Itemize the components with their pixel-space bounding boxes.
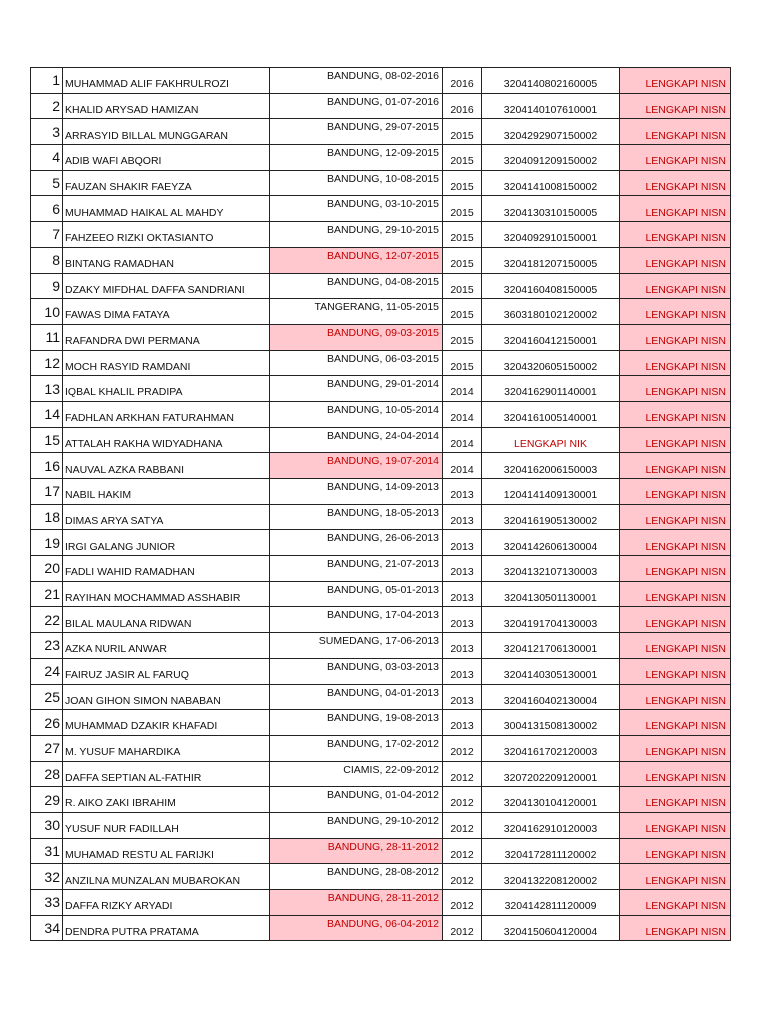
row-number-cell[interactable]: 2 bbox=[31, 93, 63, 119]
nisn-status-cell[interactable]: LENGKAPI NISN bbox=[620, 838, 731, 864]
row-number-cell[interactable]: 29 bbox=[31, 787, 63, 813]
birth-place-date-cell[interactable]: BANDUNG, 18-05-2013 bbox=[270, 504, 443, 530]
nisn-status-cell[interactable]: LENGKAPI NISN bbox=[620, 324, 731, 350]
nik-cell[interactable]: 3204162910120003 bbox=[482, 812, 620, 838]
birth-place-date-cell[interactable]: BANDUNG, 04-01-2013 bbox=[270, 684, 443, 710]
nisn-status-cell[interactable]: LENGKAPI NISN bbox=[620, 247, 731, 273]
student-name-cell[interactable]: BINTANG RAMADHAN bbox=[63, 247, 270, 273]
birth-year-cell[interactable]: 2012 bbox=[443, 838, 482, 864]
birth-year-cell[interactable]: 2014 bbox=[443, 376, 482, 402]
row-number-cell[interactable]: 15 bbox=[31, 427, 63, 453]
nisn-status-cell[interactable]: LENGKAPI NISN bbox=[620, 479, 731, 505]
nik-cell[interactable]: 3204132107130003 bbox=[482, 556, 620, 582]
nisn-status-cell[interactable]: LENGKAPI NISN bbox=[620, 556, 731, 582]
table-row bbox=[31, 93, 731, 119]
birth-place-date-cell[interactable]: BANDUNG, 06-03-2015 bbox=[270, 350, 443, 376]
row-number-cell[interactable]: 34 bbox=[31, 915, 63, 941]
student-name-cell[interactable]: FADLI WAHID RAMADHAN bbox=[63, 556, 270, 582]
birth-year-cell[interactable]: 2015 bbox=[443, 299, 482, 325]
nisn-status-cell[interactable]: LENGKAPI NISN bbox=[620, 273, 731, 299]
table-row bbox=[31, 581, 731, 607]
nisn-status-cell[interactable]: LENGKAPI NISN bbox=[620, 196, 731, 222]
birth-place-date-cell[interactable]: BANDUNG, 29-07-2015 bbox=[270, 119, 443, 145]
nisn-status-cell[interactable]: LENGKAPI NISN bbox=[620, 427, 731, 453]
birth-year-cell[interactable]: 2014 bbox=[443, 401, 482, 427]
table-row bbox=[31, 453, 731, 479]
nik-cell[interactable]: 3204160412150001 bbox=[482, 324, 620, 350]
table-row bbox=[31, 222, 731, 248]
nisn-status-cell[interactable]: LENGKAPI NISN bbox=[620, 376, 731, 402]
birth-place-date-cell[interactable]: BANDUNG, 14-09-2013 bbox=[270, 479, 443, 505]
nik-cell[interactable]: 3204161905130002 bbox=[482, 504, 620, 530]
birth-year-cell[interactable]: 2015 bbox=[443, 170, 482, 196]
nisn-status-cell[interactable]: LENGKAPI NISN bbox=[620, 787, 731, 813]
nik-cell[interactable]: 3204140107610001 bbox=[482, 93, 620, 119]
table-row bbox=[31, 761, 731, 787]
table-row bbox=[31, 119, 731, 145]
table-row bbox=[31, 376, 731, 402]
row-number-cell[interactable]: 27 bbox=[31, 735, 63, 761]
row-number-cell[interactable]: 14 bbox=[31, 401, 63, 427]
row-number-cell[interactable]: 10 bbox=[31, 299, 63, 325]
nik-cell[interactable]: 3204161005140001 bbox=[482, 401, 620, 427]
nik-cell[interactable]: 3204140802160005 bbox=[482, 68, 620, 94]
row-number-cell[interactable]: 23 bbox=[31, 633, 63, 659]
nik-cell[interactable]: 3204162901140001 bbox=[482, 376, 620, 402]
nik-cell[interactable]: 3204161702120003 bbox=[482, 735, 620, 761]
birth-year-cell[interactable]: 2015 bbox=[443, 273, 482, 299]
nisn-status-cell[interactable]: LENGKAPI NISN bbox=[620, 504, 731, 530]
birth-place-date-cell[interactable]: BANDUNG, 19-07-2014 bbox=[270, 453, 443, 479]
student-name-cell[interactable]: R. AIKO ZAKI IBRAHIM bbox=[63, 787, 270, 813]
birth-year-cell[interactable]: 2015 bbox=[443, 222, 482, 248]
nisn-status-cell[interactable]: LENGKAPI NISN bbox=[620, 761, 731, 787]
birth-year-cell[interactable]: 2012 bbox=[443, 890, 482, 916]
birth-year-cell[interactable]: 2013 bbox=[443, 581, 482, 607]
student-name-cell[interactable]: MUHAMMAD DZAKIR KHAFADI bbox=[63, 710, 270, 736]
student-name-cell[interactable]: MOCH RASYID RAMDANI bbox=[63, 350, 270, 376]
table-row bbox=[31, 787, 731, 813]
birth-year-cell[interactable]: 2013 bbox=[443, 530, 482, 556]
student-name-cell[interactable]: RAYIHAN MOCHAMMAD ASSHABIR bbox=[63, 581, 270, 607]
row-number-cell[interactable]: 26 bbox=[31, 710, 63, 736]
nisn-status-cell[interactable]: LENGKAPI NISN bbox=[620, 68, 731, 94]
nik-cell[interactable]: 1204141409130001 bbox=[482, 479, 620, 505]
row-number-cell[interactable]: 5 bbox=[31, 170, 63, 196]
nik-cell[interactable]: 3204172811120002 bbox=[482, 838, 620, 864]
birth-place-date-cell[interactable]: BANDUNG, 05-01-2013 bbox=[270, 581, 443, 607]
student-name-cell[interactable]: ATTALAH RAKHA WIDYADHANA bbox=[63, 427, 270, 453]
student-name-cell[interactable]: NABIL HAKIM bbox=[63, 479, 270, 505]
birth-year-cell[interactable]: 2013 bbox=[443, 710, 482, 736]
nisn-status-cell[interactable]: LENGKAPI NISN bbox=[620, 119, 731, 145]
student-name-cell[interactable]: RAFANDRA DWI PERMANA bbox=[63, 324, 270, 350]
birth-year-cell[interactable]: 2015 bbox=[443, 119, 482, 145]
birth-year-cell[interactable]: 2012 bbox=[443, 787, 482, 813]
row-number-cell[interactable]: 21 bbox=[31, 581, 63, 607]
birth-place-date-cell[interactable]: BANDUNG, 28-11-2012 bbox=[270, 838, 443, 864]
table-row bbox=[31, 735, 731, 761]
student-name-cell[interactable]: KHALID ARYSAD HAMIZAN bbox=[63, 93, 270, 119]
row-number-cell[interactable]: 20 bbox=[31, 556, 63, 582]
birth-year-cell[interactable]: 2013 bbox=[443, 633, 482, 659]
student-name-cell[interactable]: IQBAL KHALIL PRADIPA bbox=[63, 376, 270, 402]
student-name-cell[interactable]: FAIRUZ JASIR AL FARUQ bbox=[63, 658, 270, 684]
table-row bbox=[31, 633, 731, 659]
birth-place-date-cell[interactable]: BANDUNG, 03-03-2013 bbox=[270, 658, 443, 684]
birth-year-cell[interactable]: 2015 bbox=[443, 350, 482, 376]
birth-place-date-cell[interactable]: BANDUNG, 24-04-2014 bbox=[270, 427, 443, 453]
nisn-status-cell[interactable]: LENGKAPI NISN bbox=[620, 581, 731, 607]
nik-cell[interactable]: LENGKAPI NIK bbox=[482, 427, 620, 453]
nik-cell[interactable]: 3204091209150002 bbox=[482, 145, 620, 171]
table-row bbox=[31, 170, 731, 196]
row-number-cell[interactable]: 33 bbox=[31, 890, 63, 916]
birth-place-date-cell[interactable]: BANDUNG, 08-02-2016 bbox=[270, 68, 443, 94]
student-name-cell[interactable]: BILAL MAULANA RIDWAN bbox=[63, 607, 270, 633]
table-row bbox=[31, 864, 731, 890]
birth-year-cell[interactable]: 2015 bbox=[443, 324, 482, 350]
row-number-cell[interactable]: 6 bbox=[31, 196, 63, 222]
table-row bbox=[31, 915, 731, 941]
nisn-status-cell[interactable]: LENGKAPI NISN bbox=[620, 710, 731, 736]
student-name-cell[interactable]: MUHAMMAD ALIF FAKHRULROZI bbox=[63, 68, 270, 94]
student-name-cell[interactable]: DIMAS ARYA SATYA bbox=[63, 504, 270, 530]
row-number-cell[interactable]: 25 bbox=[31, 684, 63, 710]
nik-cell[interactable]: 3204121706130001 bbox=[482, 633, 620, 659]
birth-place-date-cell[interactable]: BANDUNG, 29-01-2014 bbox=[270, 376, 443, 402]
student-name-cell[interactable]: YUSUF NUR FADILLAH bbox=[63, 812, 270, 838]
row-number-cell[interactable]: 22 bbox=[31, 607, 63, 633]
birth-place-date-cell[interactable]: BANDUNG, 03-10-2015 bbox=[270, 196, 443, 222]
nik-cell[interactable]: 3204141008150002 bbox=[482, 170, 620, 196]
table-row bbox=[31, 504, 731, 530]
birth-year-cell[interactable]: 2016 bbox=[443, 68, 482, 94]
student-name-cell[interactable]: FAUZAN SHAKIR FAEYZA bbox=[63, 170, 270, 196]
table-row bbox=[31, 890, 731, 916]
birth-place-date-cell[interactable]: BANDUNG, 10-05-2014 bbox=[270, 401, 443, 427]
birth-year-cell[interactable]: 2015 bbox=[443, 196, 482, 222]
nik-cell[interactable]: 3204160402130004 bbox=[482, 684, 620, 710]
nik-cell[interactable]: 3204150604120004 bbox=[482, 915, 620, 941]
birth-place-date-cell[interactable]: CIAMIS, 22-09-2012 bbox=[270, 761, 443, 787]
birth-place-date-cell[interactable]: BANDUNG, 28-08-2012 bbox=[270, 864, 443, 890]
row-number-cell[interactable]: 18 bbox=[31, 504, 63, 530]
nisn-status-cell[interactable]: LENGKAPI NISN bbox=[620, 350, 731, 376]
student-name-cell[interactable]: MUHAMMAD HAIKAL AL MAHDY bbox=[63, 196, 270, 222]
birth-year-cell[interactable]: 2013 bbox=[443, 607, 482, 633]
birth-place-date-cell[interactable]: BANDUNG, 06-04-2012 bbox=[270, 915, 443, 941]
birth-place-date-cell[interactable]: BANDUNG, 10-08-2015 bbox=[270, 170, 443, 196]
student-name-cell[interactable]: FAHZEEO RIZKI OKTASIANTO bbox=[63, 222, 270, 248]
student-name-cell[interactable]: ARRASYID BILLAL MUNGGARAN bbox=[63, 119, 270, 145]
nisn-status-cell[interactable]: LENGKAPI NISN bbox=[620, 633, 731, 659]
nik-cell[interactable]: 3204130310150005 bbox=[482, 196, 620, 222]
row-number-cell[interactable]: 9 bbox=[31, 273, 63, 299]
nisn-status-cell[interactable]: LENGKAPI NISN bbox=[620, 170, 731, 196]
nik-cell[interactable]: 3204130104120001 bbox=[482, 787, 620, 813]
student-name-cell[interactable]: MUHAMAD RESTU AL FARIJKI bbox=[63, 838, 270, 864]
row-number-cell[interactable]: 4 bbox=[31, 145, 63, 171]
table-row bbox=[31, 350, 731, 376]
row-number-cell[interactable]: 13 bbox=[31, 376, 63, 402]
student-name-cell[interactable]: AZKA NURIL ANWAR bbox=[63, 633, 270, 659]
nisn-status-cell[interactable]: LENGKAPI NISN bbox=[620, 93, 731, 119]
nisn-status-cell[interactable]: LENGKAPI NISN bbox=[620, 401, 731, 427]
student-name-cell[interactable]: JOAN GIHON SIMON NABABAN bbox=[63, 684, 270, 710]
nisn-status-cell[interactable]: LENGKAPI NISN bbox=[620, 299, 731, 325]
birth-year-cell[interactable]: 2015 bbox=[443, 145, 482, 171]
birth-year-cell[interactable]: 2014 bbox=[443, 427, 482, 453]
birth-place-date-cell[interactable]: BANDUNG, 17-02-2012 bbox=[270, 735, 443, 761]
table-row bbox=[31, 556, 731, 582]
row-number-cell[interactable]: 32 bbox=[31, 864, 63, 890]
birth-year-cell[interactable]: 2012 bbox=[443, 735, 482, 761]
row-number-cell[interactable]: 12 bbox=[31, 350, 63, 376]
table-row bbox=[31, 684, 731, 710]
table-row bbox=[31, 247, 731, 273]
table-row bbox=[31, 479, 731, 505]
nisn-status-cell[interactable]: LENGKAPI NISN bbox=[620, 812, 731, 838]
student-name-cell[interactable]: NAUVAL AZKA RABBANI bbox=[63, 453, 270, 479]
birth-year-cell[interactable]: 2015 bbox=[443, 247, 482, 273]
table-row bbox=[31, 530, 731, 556]
row-number-cell[interactable]: 8 bbox=[31, 247, 63, 273]
nik-cell[interactable]: 3204191704130003 bbox=[482, 607, 620, 633]
student-name-cell[interactable]: ANZILNA MUNZALAN MUBAROKAN bbox=[63, 864, 270, 890]
birth-place-date-cell[interactable]: BANDUNG, 09-03-2015 bbox=[270, 324, 443, 350]
birth-place-date-cell[interactable]: BANDUNG, 26-06-2013 bbox=[270, 530, 443, 556]
birth-year-cell[interactable]: 2012 bbox=[443, 761, 482, 787]
student-name-cell[interactable]: IRGI GALANG JUNIOR bbox=[63, 530, 270, 556]
birth-year-cell[interactable]: 2012 bbox=[443, 864, 482, 890]
nisn-status-cell[interactable]: LENGKAPI NISN bbox=[620, 684, 731, 710]
birth-year-cell[interactable]: 2013 bbox=[443, 658, 482, 684]
student-name-cell[interactable]: DAFFA RIZKY ARYADI bbox=[63, 890, 270, 916]
nik-cell[interactable]: 3204320605150002 bbox=[482, 350, 620, 376]
row-number-cell[interactable]: 19 bbox=[31, 530, 63, 556]
nisn-status-cell[interactable]: LENGKAPI NISN bbox=[620, 735, 731, 761]
row-number-cell[interactable]: 28 bbox=[31, 761, 63, 787]
table-row bbox=[31, 838, 731, 864]
nik-cell[interactable]: 3204132208120002 bbox=[482, 864, 620, 890]
nisn-status-cell[interactable]: LENGKAPI NISN bbox=[620, 222, 731, 248]
row-number-cell[interactable]: 30 bbox=[31, 812, 63, 838]
nik-cell[interactable]: 3204140305130001 bbox=[482, 658, 620, 684]
nik-cell[interactable]: 3204181207150005 bbox=[482, 247, 620, 273]
birth-place-date-cell[interactable]: TANGERANG, 11-05-2015 bbox=[270, 299, 443, 325]
nik-cell[interactable]: 3204092910150001 bbox=[482, 222, 620, 248]
nik-cell[interactable]: 3204142811120009 bbox=[482, 890, 620, 916]
table-row bbox=[31, 401, 731, 427]
nisn-status-cell[interactable]: LENGKAPI NISN bbox=[620, 915, 731, 941]
table-row bbox=[31, 812, 731, 838]
birth-place-date-cell[interactable]: BANDUNG, 04-08-2015 bbox=[270, 273, 443, 299]
table-row bbox=[31, 68, 731, 94]
nik-cell[interactable]: 3204292907150002 bbox=[482, 119, 620, 145]
birth-year-cell[interactable]: 2013 bbox=[443, 504, 482, 530]
birth-place-date-cell[interactable]: BANDUNG, 29-10-2012 bbox=[270, 812, 443, 838]
nisn-status-cell[interactable]: LENGKAPI NISN bbox=[620, 530, 731, 556]
row-number-cell[interactable]: 16 bbox=[31, 453, 63, 479]
birth-place-date-cell[interactable]: BANDUNG, 21-07-2013 bbox=[270, 556, 443, 582]
nisn-status-cell[interactable]: LENGKAPI NISN bbox=[620, 890, 731, 916]
row-number-cell[interactable]: 11 bbox=[31, 324, 63, 350]
nisn-status-cell[interactable]: LENGKAPI NISN bbox=[620, 607, 731, 633]
row-number-cell[interactable]: 24 bbox=[31, 658, 63, 684]
student-name-cell[interactable]: DZAKY MIFDHAL DAFFA SANDRIANI bbox=[63, 273, 270, 299]
birth-year-cell[interactable]: 2012 bbox=[443, 812, 482, 838]
nik-cell[interactable]: 3204130501130001 bbox=[482, 581, 620, 607]
student-name-cell[interactable]: DENDRA PUTRA PRATAMA bbox=[63, 915, 270, 941]
student-name-cell[interactable]: M. YUSUF MAHARDIKA bbox=[63, 735, 270, 761]
table-row bbox=[31, 427, 731, 453]
birth-place-date-cell[interactable]: BANDUNG, 01-07-2016 bbox=[270, 93, 443, 119]
nisn-status-cell[interactable]: LENGKAPI NISN bbox=[620, 864, 731, 890]
student-name-cell[interactable]: DAFFA SEPTIAN AL-FATHIR bbox=[63, 761, 270, 787]
table-row bbox=[31, 710, 731, 736]
student-name-cell[interactable]: FADHLAN ARKHAN FATURAHMAN bbox=[63, 401, 270, 427]
row-number-cell[interactable]: 31 bbox=[31, 838, 63, 864]
row-number-cell[interactable]: 7 bbox=[31, 222, 63, 248]
birth-place-date-cell[interactable]: BANDUNG, 12-07-2015 bbox=[270, 247, 443, 273]
birth-year-cell[interactable]: 2013 bbox=[443, 556, 482, 582]
student-data-table bbox=[30, 67, 731, 941]
birth-place-date-cell[interactable]: BANDUNG, 17-04-2013 bbox=[270, 607, 443, 633]
nisn-status-cell[interactable]: LENGKAPI NISN bbox=[620, 658, 731, 684]
birth-year-cell[interactable]: 2013 bbox=[443, 684, 482, 710]
nik-cell[interactable]: 3204142606130004 bbox=[482, 530, 620, 556]
table-row bbox=[31, 607, 731, 633]
table-body bbox=[31, 68, 731, 941]
nik-cell[interactable]: 3204162006150003 bbox=[482, 453, 620, 479]
birth-year-cell[interactable]: 2014 bbox=[443, 453, 482, 479]
table-row bbox=[31, 299, 731, 325]
nisn-status-cell[interactable]: LENGKAPI NISN bbox=[620, 453, 731, 479]
birth-year-cell[interactable]: 2013 bbox=[443, 479, 482, 505]
row-number-cell[interactable]: 3 bbox=[31, 119, 63, 145]
birth-place-date-cell[interactable]: BANDUNG, 12-09-2015 bbox=[270, 145, 443, 171]
nik-cell[interactable]: 3603180102120002 bbox=[482, 299, 620, 325]
student-name-cell[interactable]: FAWAS DIMA FATAYA bbox=[63, 299, 270, 325]
table-row bbox=[31, 658, 731, 684]
birth-place-date-cell[interactable]: BANDUNG, 01-04-2012 bbox=[270, 787, 443, 813]
table-row bbox=[31, 324, 731, 350]
birth-place-date-cell[interactable]: SUMEDANG, 17-06-2013 bbox=[270, 633, 443, 659]
nik-cell[interactable]: 3004131508130002 bbox=[482, 710, 620, 736]
nik-cell[interactable]: 3204160408150005 bbox=[482, 273, 620, 299]
birth-year-cell[interactable]: 2016 bbox=[443, 93, 482, 119]
row-number-cell[interactable]: 1 bbox=[31, 68, 63, 94]
birth-year-cell[interactable]: 2012 bbox=[443, 915, 482, 941]
table-row bbox=[31, 145, 731, 171]
nisn-status-cell[interactable]: LENGKAPI NISN bbox=[620, 145, 731, 171]
student-name-cell[interactable]: ADIB WAFI ABQORI bbox=[63, 145, 270, 171]
row-number-cell[interactable]: 17 bbox=[31, 479, 63, 505]
table-row bbox=[31, 273, 731, 299]
birth-place-date-cell[interactable]: BANDUNG, 19-08-2013 bbox=[270, 710, 443, 736]
nik-cell[interactable]: 3207202209120001 bbox=[482, 761, 620, 787]
table-row bbox=[31, 196, 731, 222]
birth-place-date-cell[interactable]: BANDUNG, 28-11-2012 bbox=[270, 890, 443, 916]
birth-place-date-cell[interactable]: BANDUNG, 29-10-2015 bbox=[270, 222, 443, 248]
